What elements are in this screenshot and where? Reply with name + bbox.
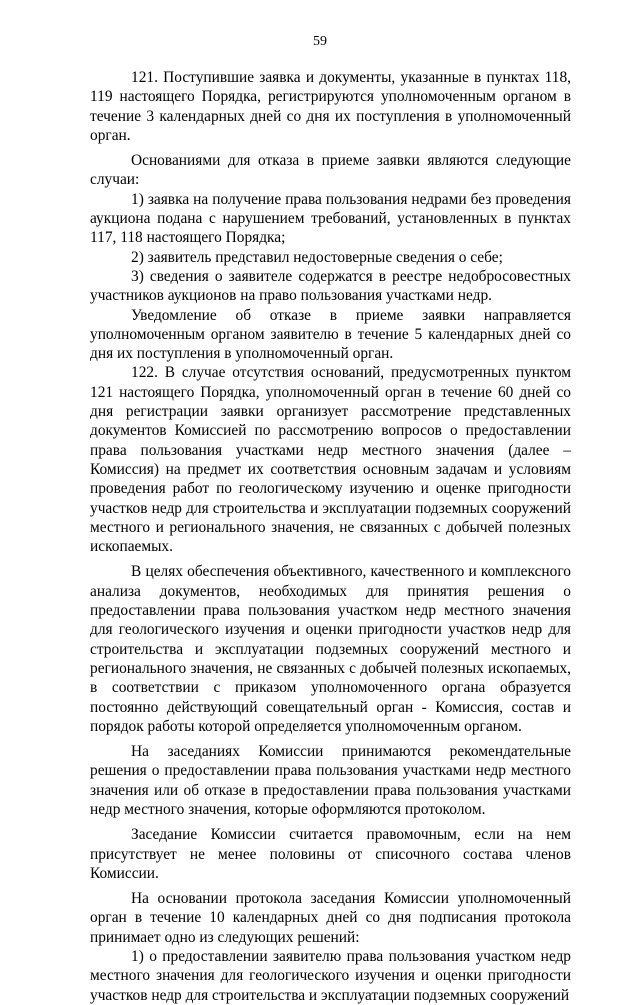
paragraph-commission-purpose: В целях обеспечения объективного, качественного и комплексного анализа документов, необходимых для принятия решения о предоставлении права пользования участком недр местного значения для геологического изучения и оценки пригодности участков недр для строительства и эксплуатации подземных сооружений местного и регионального значения, не связанных с добычей полезных ископаемых, в соответствии с приказом уполномоченного органа образуется постоянно действующий совещательный орган - Комиссия, состав и порядок работы которой определяется уполномоченным органом. (90, 563, 571, 735)
paragraph-122: 122. В случае отсутствия оснований, предусмотренных пунктом 121 настоящего Порядка, уполномоченный орган в течение 60 дней со дня регистрации заявки организует рассмотрение представленных документов Комиссией по рассмотрению вопросов о предоставлении права пользования участками недр местного значения (далее – Комиссия) на предмет их соответствия основным задачам и условиям проведения работ по геологическому изучению и оценке пригодности участков недр для строительства и эксплуатации подземных сооружений местного и регионального значения, не связанных с добычей полезных ископаемых. (90, 364, 571, 556)
paragraph-refusal-grounds: Основаниями для отказа в приеме заявки являются следующие случаи: (90, 152, 571, 189)
list-item: 2) заявитель представил недостоверные сведения о себе; (131, 248, 503, 266)
paragraph-refusal-notice: Уведомление об отказе в приеме заявки направляется уполномоченным органом заявителю в течение 5 календарных дней со дня их поступления в уполномоченный орган. (90, 306, 571, 363)
document-body (90, 68, 571, 1005)
page-number: 59 (313, 34, 327, 49)
list-item: 1) заявка на получение права пользования недрами без проведения аукциона подана с нарушением требований, установленных в пунктах 117, 118 настоящего Порядка; (90, 190, 571, 247)
list-item: 3) сведения о заявителе содержатся в реестре недобросовестных участников аукционов на право пользования участками недр. (90, 267, 571, 305)
paragraph-quorum: Заседание Комиссии считается правомочным, если на нем присутствует не менее половины от списочного состава членов Комиссии. (90, 826, 571, 882)
paragraph-commission-meetings: На заседаниях Комиссии принимаются рекомендательные решения о предоставлении права пользования участками недр местного значения или об отказе в предоставлении права пользования участками недр местного значения, которые оформляются протоколом. (90, 743, 571, 818)
paragraph-decisions: На основании протокола заседания Комиссии уполномоченный орган в течение 10 календарных дней со дня подписания протокола принимает одно из следующих решений: (90, 890, 571, 946)
paragraph-121: 121. Поступившие заявка и документы, указанные в пунктах 118, 119 настоящего Порядка, регистрируются уполномоченным органом в течение 3 календарных дней со дня их поступления в уполномоченный орган. (90, 69, 571, 144)
list-item: 1) о предоставлении заявителю права пользования участком недр местного значения для геологического изучения и оценки пригодности участков недр для строительства и эксплуатации подземных сооружений (90, 948, 571, 1004)
